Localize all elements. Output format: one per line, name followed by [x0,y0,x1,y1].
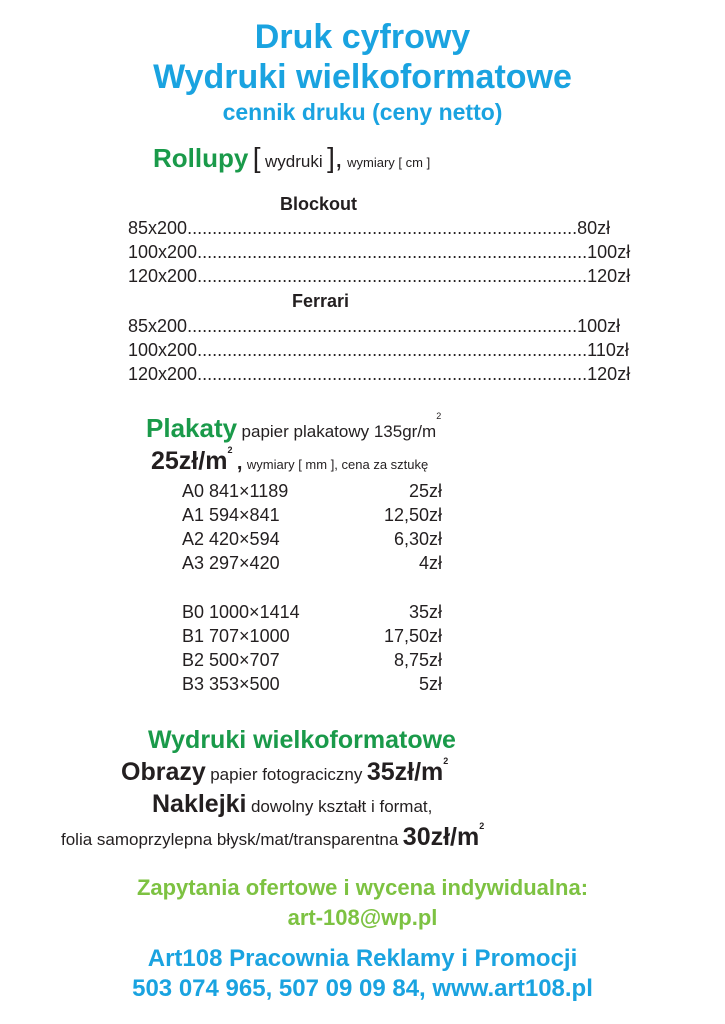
phones-web: 503 074 965, 507 09 09 84, www.art108.pl [132,975,593,1002]
rollupy-dimensions-note: wymiary [ cm ] [347,155,431,170]
plakaty-note: wymiary [ mm ], cena za sztukę [246,457,429,472]
plakaty-paper: papier plakatowy $135gr/m^2$ [241,411,442,441]
naklejki-label: Naklejki [152,790,247,818]
price-row [128,340,629,361]
price-size: 120x200 [128,266,198,286]
format-label: A3 297×420 [182,553,280,573]
price-row [128,218,611,239]
obrazy-desc: papier fotograciczny [210,765,363,784]
obrazy-price: $35zł/m^2$ [366,756,449,786]
price-value: 80zł [577,218,611,238]
price-row [128,316,621,337]
format-price: 4zł [418,553,442,573]
dot-leader: .............................................................................. [197,266,588,286]
format-price: 6,30zł [393,529,442,549]
price-size: 120x200 [128,364,198,384]
format-row [182,505,442,526]
price-value: 120zł [587,364,631,384]
naklejki-desc: dowolny kształt i format, [250,797,433,816]
folia-desc: folia samoprzylepna błysk/mat/transparentna [61,830,399,849]
plakaty-rate-row [151,447,428,476]
bracket-close: ], [327,142,343,173]
group-heading-blockout: Blockout [280,194,358,214]
format-label: A1 594×841 [182,505,280,525]
price-row [128,242,631,263]
wielkoformatowe-heading: Wydruki wielkoformatowe [148,726,456,754]
plakaty-rate-sep: , [236,452,243,474]
price-value: 100zł [587,242,631,262]
price-size: 100x200 [128,242,198,262]
format-label: A0 841×1189 [182,481,289,501]
plakaty-heading-row [146,413,441,444]
format-row [182,674,442,695]
plakaty-heading: Plakaty [146,413,238,443]
dot-leader: .............................................................................. [197,364,588,384]
group-heading-ferrari: Ferrari [292,291,350,311]
folia-price: $30zł/m^2$ [402,821,485,851]
price-row [128,364,631,385]
format-row [182,481,442,502]
format-row [182,626,442,647]
format-price: 12,50zł [383,505,442,525]
folia-row [61,823,484,852]
format-label: B2 500×707 [182,650,280,670]
price-row [128,266,631,287]
format-row [182,529,442,550]
format-price: 17,50zł [383,626,442,646]
format-row [182,602,442,623]
price-size: 85x200 [128,218,188,238]
plakaty-rate: $25zł/m^2$ [151,445,233,475]
page-title-line2: Wydruki wielkoformatowe [153,58,572,96]
format-label: B0 1000×1414 [182,602,300,622]
naklejki-row [152,790,432,819]
format-row [182,553,442,574]
page-title: Druk cyfrowy [254,18,471,56]
bracket-open: [ [252,142,261,173]
company-name: Art108 Pracownia Reklamy i Promocji [147,945,578,972]
price-size: 100x200 [128,340,198,360]
price-value: 100zł [577,316,621,336]
page-subtitle: cennik druku (ceny netto) [222,99,503,125]
dot-leader: .............................................................................. [197,242,588,262]
format-price: 5zł [418,674,442,694]
dot-leader: .............................................................................. [187,316,578,336]
rollupy-heading: Rollupy [153,143,249,173]
obrazy-row [121,758,448,787]
email-link[interactable]: art-108@wp.pl [287,905,438,930]
format-label: B1 707×1000 [182,626,290,646]
dot-leader: .............................................................................. [197,340,588,360]
dot-leader: .............................................................................. [187,218,578,238]
format-price: 8,75zł [393,650,442,670]
format-price: 25zł [408,481,442,501]
price-value: 120zł [587,266,631,286]
obrazy-label: Obrazy [121,758,206,786]
inquiry-text: Zapytania ofertowe i wycena indywidualna: [136,875,589,900]
format-price: 35zł [408,602,442,622]
format-label: A2 420×594 [182,529,280,549]
rollupy-bracket-text: wydruki [265,152,323,171]
format-label: B3 353×500 [182,674,280,694]
price-value: 110zł [587,340,629,360]
price-size: 85x200 [128,316,188,336]
format-row [182,650,442,671]
rollupy-heading-row [153,142,430,174]
